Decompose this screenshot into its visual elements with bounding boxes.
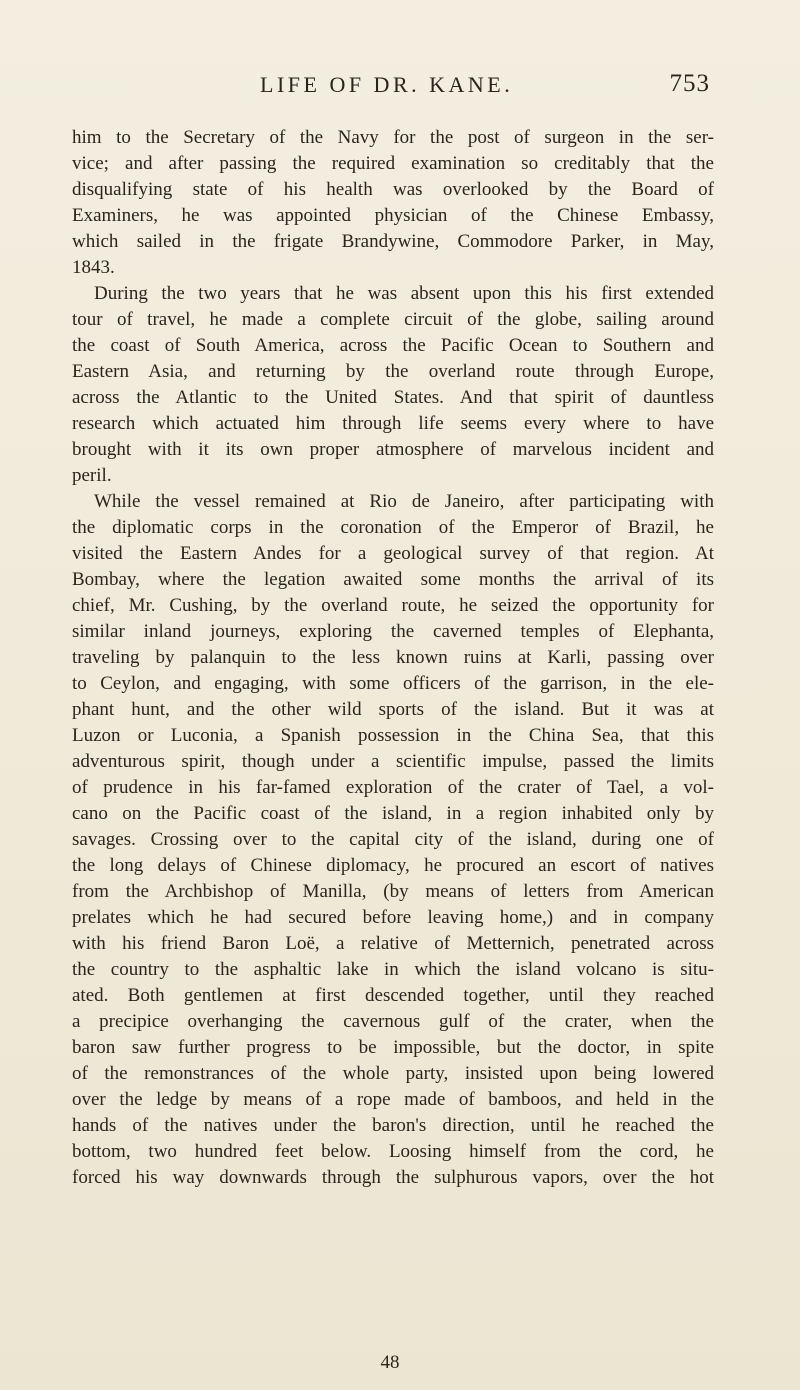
text-line: the long delays of Chinese diplomacy, he procured an escort of natives [72, 855, 714, 876]
paragraph-first-line: While the vessel remained at Rio de Janeiro, after participating with [94, 491, 714, 512]
text-line: savages. Crossing over to the capital city of the island, during one of [72, 829, 714, 850]
text-line: adventurous spirit, though under a scientific impulse, passed the limits [72, 751, 714, 772]
signature-mark: 48 [380, 1352, 400, 1373]
text-line: Luzon or Luconia, a Spanish possession in the China Sea, that this [72, 725, 714, 746]
text-line: forced his way downwards through the sulphurous vapors, over the hot [72, 1167, 714, 1188]
page-number: 753 [669, 70, 710, 97]
text-line: research which actuated him through life seems every where to have [72, 413, 714, 434]
text-line: hands of the natives under the baron's direction, until he reached the [72, 1115, 714, 1136]
text-line: Examiners, he was appointed physician of the Chinese Embassy, [72, 205, 714, 226]
text-line: from the Archbishop of Manilla, (by means of letters from American [72, 881, 714, 902]
text-line: visited the Eastern Andes for a geological survey of that region. At [72, 543, 714, 564]
text-line: to Ceylon, and engaging, with some officers of the garrison, in the ele- [72, 673, 714, 694]
text-line: peril. [72, 465, 112, 486]
text-line: prelates which he had secured before leaving home,) and in company [72, 907, 714, 928]
text-line: brought with it its own proper atmosphere of marvelous incident and [72, 439, 714, 460]
running-title: LIFE OF DR. KANE. [260, 72, 514, 97]
text-line: Eastern Asia, and returning by the overland route through Europe, [72, 361, 714, 382]
text-line: the coast of South America, across the Pacific Ocean to Southern and [72, 335, 714, 356]
text-line: similar inland journeys, exploring the caverned temples of Elephanta, [72, 621, 714, 642]
text-line: phant hunt, and the other wild sports of the island. But it was at [72, 699, 714, 720]
text-line: with his friend Baron Loë, a relative of Metternich, penetrated across [72, 933, 714, 954]
text-line: him to the Secretary of the Navy for the post of surgeon in the ser- [72, 127, 714, 148]
paragraph-first-line: During the two years that he was absent upon this his first extended [94, 283, 714, 304]
text-line: vice; and after passing the required examination so creditably that the [72, 153, 714, 174]
text-line: the country to the asphaltic lake in which the island volcano is situ- [72, 959, 714, 980]
text-line: which sailed in the frigate Brandywine, Commodore Parker, in May, [72, 231, 714, 252]
text-line: across the Atlantic to the United States. And that spirit of dauntless [72, 387, 714, 408]
text-line: of the remonstrances of the whole party, insisted upon being lowered [72, 1063, 714, 1084]
text-line: chief, Mr. Cushing, by the overland route, he seized the opportunity for [72, 595, 714, 616]
text-line: tour of travel, he made a complete circuit of the globe, sailing around [72, 309, 714, 330]
text-line: traveling by palanquin to the less known ruins at Karli, passing over [72, 647, 714, 668]
running-head [150, 72, 710, 108]
text-line: of prudence in his far-famed exploration of the crater of Tael, a vol- [72, 777, 714, 798]
text-line: Bombay, where the legation awaited some months the arrival of its [72, 569, 714, 590]
body-text [72, 125, 714, 1191]
text-line: over the ledge by means of a rope made of bamboos, and held in the [72, 1089, 714, 1110]
text-line: a precipice overhanging the cavernous gulf of the crater, when the [72, 1011, 714, 1032]
text-line: ated. Both gentlemen at first descended together, until they reached [72, 985, 714, 1006]
text-line: bottom, two hundred feet below. Loosing himself from the cord, he [72, 1141, 714, 1162]
text-line: disqualifying state of his health was overlooked by the Board of [72, 179, 714, 200]
text-line: baron saw further progress to be impossible, but the doctor, in spite [72, 1037, 714, 1058]
text-line: the diplomatic corps in the coronation of the Emperor of Brazil, he [72, 517, 714, 538]
text-line: 1843. [72, 257, 115, 278]
text-line: cano on the Pacific coast of the island, in a region inhabited only by [72, 803, 714, 824]
